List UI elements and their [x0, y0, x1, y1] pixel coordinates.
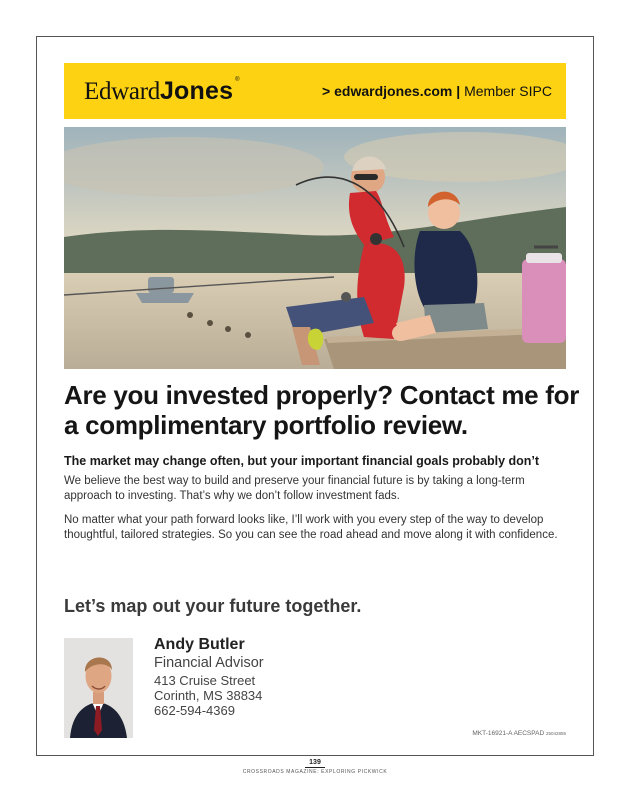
advisor-street: 413 Cruise Street: [154, 673, 256, 688]
banner-contact: [322, 83, 552, 99]
marketing-code-small: 25042855: [545, 731, 566, 736]
banner-separator: |: [456, 83, 461, 99]
logo-word-edward: Edward: [84, 78, 160, 105]
edward-jones-logo[interactable]: [84, 77, 240, 106]
edward-jones-banner: [64, 63, 566, 119]
logo-word-jones: Jones: [159, 77, 234, 105]
page-number: [0, 759, 630, 768]
website-link[interactable]: > edwardjones.com: [322, 83, 453, 99]
advisor-photo: [64, 638, 133, 738]
advisor-phone[interactable]: 662-594-4369: [154, 703, 235, 718]
map-future-heading: Let’s map out your future together.: [64, 596, 362, 616]
advisor-portrait-illustration: [64, 638, 133, 738]
hero-photo-fishing: [64, 127, 566, 369]
advisor-title: Financial Advisor: [154, 655, 264, 671]
magazine-footer: CROSSROADS MAGAZINE: EXPLORING PICKWICK: [242, 769, 388, 775]
subheading: The market may change often, but your important financial goals probably don’t: [64, 454, 540, 468]
marketing-code: [472, 730, 566, 737]
member-sipc-text: Member SIPC: [460, 83, 552, 99]
page-number-value: 139: [305, 759, 325, 768]
marketing-code-main: MKT-16921-A AECSPAD: [472, 730, 545, 737]
hero-illustration: [64, 127, 566, 369]
logo-registered-mark: ®: [235, 77, 240, 83]
body-paragraph-2: No matter what your path forward looks like, I’ll work with you every step of the way to develop thoughtful, tailored strategies. So you can see the road ahead and move along it with confidence.: [64, 514, 558, 541]
body-paragraph-1: We believe the best way to build and preserve your financial future is by taking a long-term approach to investing. That’s why we don’t follow investment fads.: [64, 475, 525, 502]
page-headline: Are you invested properly? Contact me for a complimentary portfolio review.: [64, 380, 580, 440]
advisor-name: Andy Butler: [154, 636, 245, 653]
advisor-city: Corinth, MS 38834: [154, 688, 263, 703]
